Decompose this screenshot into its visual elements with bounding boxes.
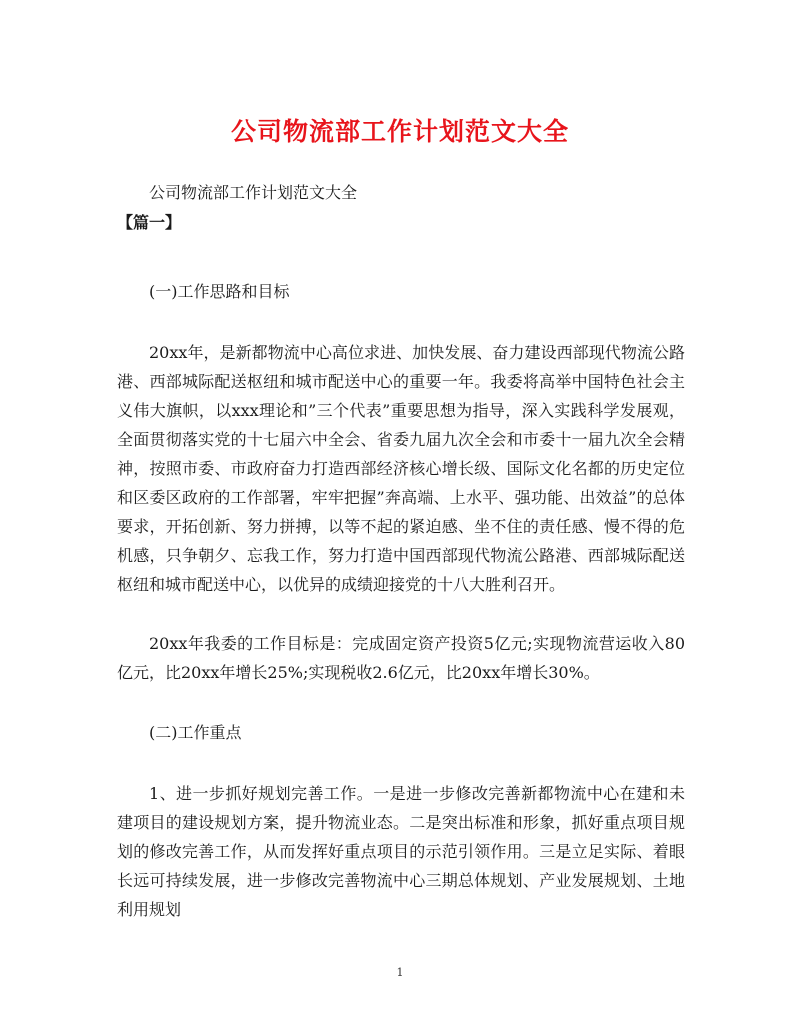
paragraph-planning: 1、进一步抓好规划完善工作。一是进一步修改完善新都物流中心在建和未建项目的建设规划方案，提升物流业态。二是突出标准和形象，抓好重点项目规划的修改完善工作，从而发挥好重点项目的示范引领作用。三是立足实际、着眼长远可持续发展，进一步修改完善物流中心三期总体规划、产业发展规划、土地利用规划 [117,784,685,919]
section-label: 【篇一】 [117,213,182,232]
document-subtitle: 公司物流部工作计划范文大全 [149,183,358,202]
document-body [117,178,685,924]
page-number: 1 [396,966,404,979]
document-title: 公司物流部工作计划范文大全 [230,117,569,146]
heading-key-work: (二)工作重点 [149,723,242,742]
paragraph-targets: 20xx年我委的工作目标是：完成固定资产投资5亿元;实现物流营运收入80亿元，比20xx年增长25%;实现税收2.6亿元，比20xx年增长30%。 [117,634,685,682]
paragraph-overview: 20xx年，是新都物流中心高位求进、加快发展、奋力建设西部现代物流公路港、西部城际配送枢纽和城市配送中心的重要一年。我委将高举中国特色社会主义伟大旗帜，以xxx理论和”三个代表”重要思想为指导，深入实践科学发展观，全面贯彻落实党的十七届六中全会、省委九届九次全会和市委十一届九次全会精神，按照市委、市政府奋力打造西部经济核心增长级、国际文化名都的历史定位和区委区政府的工作部署，牢牢把握”奔高端、上水平、强功能、出效益”的总体要求，开拓创新、努力拼搏，以等不起的紧迫感、坐不住的责任感、慢不得的危机感，只争朝夕、忘我工作，努力打造中国西部现代物流公路港、西部城际配送枢纽和城市配送中心，以优异的成绩迎接党的十八大胜利召开。 [117,343,685,594]
heading-goals: (一)工作思路和目标 [149,282,290,301]
